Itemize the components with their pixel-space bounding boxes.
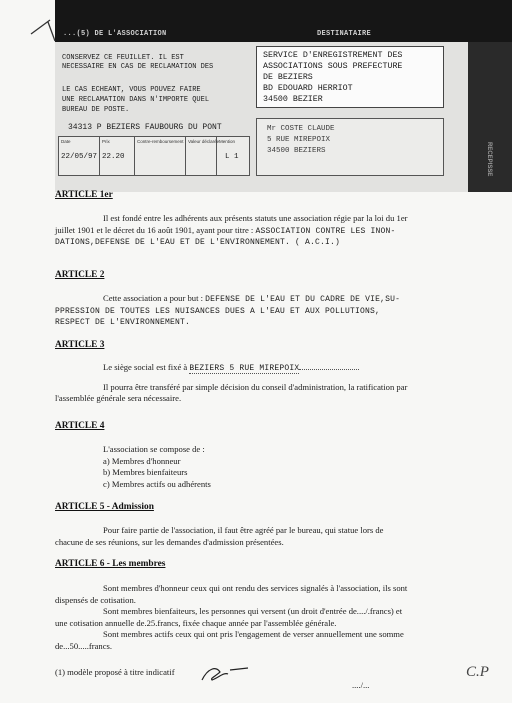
recipient-line: DE BEZIERS <box>263 73 313 82</box>
scan-edge-shadow <box>468 42 512 192</box>
article-2-line: Cette association a pour but : <box>103 293 203 303</box>
pen-mark-icon <box>28 16 58 46</box>
article-5-body <box>55 525 471 548</box>
association-purpose: DEFENSE DE L'EAU ET DU CADRE DE VIE,SU- <box>205 295 401 304</box>
article-heading: ARTICLE 4 <box>55 421 105 431</box>
recipient-address-box <box>256 46 444 108</box>
association-title: ASSOCIATION CONTRE LES INON- <box>255 226 396 236</box>
article-6-line: Sont membres d'honneur ceux qui ont rendu des services signalés à l'association, ils sont <box>103 583 408 593</box>
table-label: Date <box>61 139 71 144</box>
article-1-body <box>55 213 471 248</box>
signature-mark <box>198 662 254 686</box>
stamp-header-left: ...(5) DE L'ASSOCIATION <box>63 30 167 38</box>
recipient-line: ASSOCIATIONS SOUS PREFECTURE <box>263 62 403 71</box>
article-6-line: dispensés de cotisation. <box>55 594 136 605</box>
article-heading: ARTICLE 1er <box>55 190 113 200</box>
sender-address-box <box>256 118 444 176</box>
association-purpose-cont: RESPECT DE L'ENVIRONNEMENT. <box>55 318 191 327</box>
article-6-line: de...50.....francs. <box>55 640 113 651</box>
stamp-line: NECESSAIRE EN CAS DE RECLAMATION DES <box>62 63 214 71</box>
member-type-item: b) Membres bienfaiteurs <box>103 467 188 477</box>
postal-fee-table <box>58 136 250 176</box>
sender-line: Mr COSTE CLAUDE <box>267 125 335 133</box>
article-1-line: Il est fondé entre les adhérents aux présents statuts une association régie par la loi du 1er <box>103 213 408 223</box>
receipt-side-text: RECEPISSE <box>486 142 492 177</box>
head-office-address: BEZIERS 5 RUE MIREPOIX <box>189 364 300 373</box>
table-label: Contre-remboursement <box>137 139 184 144</box>
recipient-line: 34500 BEZIER <box>263 95 323 104</box>
article-3-line: Le siège social est fixé à <box>103 362 188 372</box>
article-5-line: Pour faire partie de l'association, il faut être agréé par le bureau, qui statue lors de <box>103 525 384 535</box>
article-heading: ARTICLE 2 <box>55 270 105 280</box>
stamp-line-post-office: 34313 P BEZIERS FAUBOURG DU PONT <box>68 123 222 132</box>
table-value-date: 22/05/97 <box>61 153 98 161</box>
article-6-line: Sont membres actifs ceux qui ont pris l'engagement de verser annuellement une somme <box>103 629 404 639</box>
dotted-fill <box>299 369 359 370</box>
stamp-line: BUREAU DE POSTE. <box>62 106 130 114</box>
article-1-line: juillet 1901 et le décret du 16 août 1901, ayant pour titre : <box>55 224 254 235</box>
table-label: Valeur déclarée <box>188 139 220 144</box>
article-6-line: une cotisation annuelle de.25.francs, fixée chaque année par l'assemblée générale. <box>55 617 337 628</box>
stamp-line: UNE RECLAMATION DANS N'IMPORTE QUEL <box>62 96 210 104</box>
article-3-body <box>55 362 471 405</box>
article-5-line: chacune de ses réunions, sur les demandes d'admission présentées. <box>55 536 284 547</box>
table-label: Prix <box>102 139 110 144</box>
footnote: (1) modèle proposé à titre indicatif <box>55 667 175 677</box>
article-4-line: L'association se compose de : <box>103 444 205 454</box>
article-3-line: Il pourra être transféré par simple décision du conseil d'administration, la ratification par <box>103 381 408 392</box>
article-6-line: Sont membres bienfaiteurs, les personnes qui versent (un droit d'entrée de..../.francs) et <box>103 606 403 616</box>
stamp-line: CONSERVEZ CE FEUILLET. IL EST <box>62 54 184 62</box>
stamp-header-right: DESTINATAIRE <box>317 30 372 38</box>
continued-marker: ..../... <box>352 680 370 690</box>
table-value-price: 22.20 <box>102 153 125 161</box>
association-purpose-cont: PPRESSION DE TOUTES LES NUISANCES DUES A L'EAU ET AUX POLLUTIONS, <box>55 306 381 316</box>
recipient-line: BD EDOUARD HERRIOT <box>263 84 353 93</box>
handwritten-initials: C.P <box>466 664 489 680</box>
article-heading: ARTICLE 6 - Les membres <box>55 559 166 569</box>
member-type-item: c) Membres actifs ou adhérents <box>103 478 211 489</box>
article-3-line: l'assemblée générale sera nécessaire. <box>55 393 182 403</box>
recipient-line: SERVICE D'ENREGISTREMENT DES <box>263 51 403 60</box>
stamp-line: LE CAS ECHEANT, VOUS POUVEZ FAIRE <box>62 86 201 94</box>
scan-dark-band <box>55 0 512 42</box>
member-type-item: a) Membres d'honneur <box>103 455 181 466</box>
table-value-mention: L 1 <box>225 153 239 161</box>
association-title-cont: DATIONS,DEFENSE DE L'EAU ET DE L'ENVIRONNEMENT. ( A.C.I.) <box>55 238 341 247</box>
article-2-body <box>55 293 471 328</box>
sender-line: 34500 BEZIERS <box>267 147 326 155</box>
table-label: Mention <box>219 139 236 144</box>
article-4-body <box>55 444 471 490</box>
article-heading: ARTICLE 3 <box>55 340 105 350</box>
article-6-body <box>55 583 471 652</box>
sender-line: 5 RUE MIREPOIX <box>267 136 331 144</box>
article-heading: ARTICLE 5 - Admission <box>55 502 154 512</box>
